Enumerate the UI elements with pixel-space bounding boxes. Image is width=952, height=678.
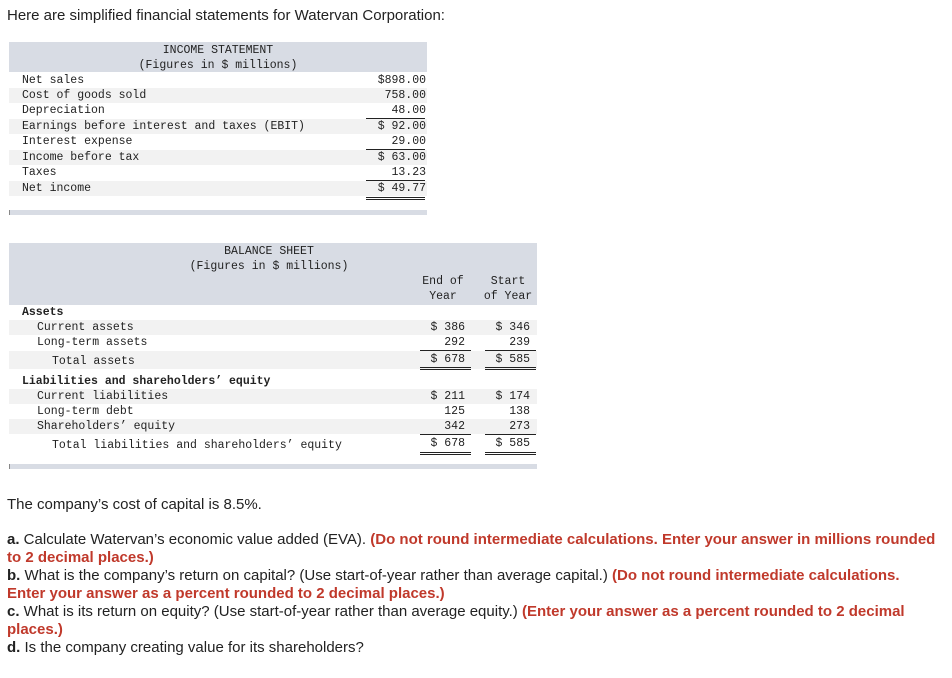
- balance-sheet-table: [9, 243, 537, 473]
- double-underline-bottom: [485, 454, 536, 455]
- income-statement-table: [9, 42, 427, 218]
- double-underline-bottom: [366, 199, 425, 200]
- income-row-net-sales: Net sales $898.00: [22, 74, 426, 87]
- balance-sheet-subtitle: (Figures in $ millions): [189, 260, 349, 273]
- double-underline-bottom: [420, 454, 471, 455]
- question-c: c. What is its return on equity? (Use start-of-year rather than average equity.) (Enter your answer as a percent rounded to 2 decimal places.): [7, 603, 905, 638]
- col-header-end-of-year-line2: Year: [429, 290, 457, 303]
- double-underline-bottom: [420, 369, 471, 370]
- row-long-term-debt: Long-term debt 125 138: [37, 405, 530, 418]
- question-b: b. What is the company’s return on capital? (Use start-of-year rather than average capital.) (Do not round intermediate calculations. Enter your answer as a percent rounded to 2 decimal places.): [7, 567, 900, 602]
- row-shareholders-equity: Shareholders’ equity 342 273: [9, 419, 537, 434]
- row-total-assets: Total assets $ 678 $ 585: [9, 351, 537, 369]
- income-statement-subtitle: (Figures in $ millions): [138, 59, 298, 72]
- income-statement-title: INCOME STATEMENT: [162, 44, 274, 57]
- cost-of-capital-text: The company’s cost of capital is 8.5%.: [7, 496, 262, 513]
- double-underline-top: [485, 367, 536, 368]
- income-row-income-before-tax: Income before tax $ 63.00: [9, 150, 427, 165]
- row-current-assets: Current assets $ 386 $ 346: [9, 320, 537, 335]
- income-row-depreciation: Depreciation 48.00: [22, 104, 426, 117]
- col-header-end-of-year-line1: End of: [422, 275, 464, 288]
- liabilities-header-row: Liabilities and shareholders’ equity: [22, 375, 271, 388]
- income-row-interest: Interest expense 29.00: [22, 135, 426, 148]
- double-underline-top: [366, 197, 425, 198]
- intro-text: Here are simplified financial statements for Watervan Corporation:: [7, 7, 445, 24]
- double-underline-bottom: [485, 369, 536, 370]
- income-row-taxes: Taxes 13.23: [22, 166, 426, 179]
- row-total-liabilities-equity: Total liabilities and shareholders’ equity $ 678 $ 585: [52, 437, 530, 452]
- income-row-net-income: Net income $ 49.77: [9, 181, 427, 196]
- question-a: a. Calculate Watervan’s economic value added (EVA). (Do not round intermediate calculations. Enter your answer in millions rounded to 2 decimal places.): [7, 531, 936, 566]
- balance-sheet-title: BALANCE SHEET: [224, 245, 314, 258]
- question-d: d. Is the company creating value for its shareholders?: [7, 639, 364, 656]
- income-row-cogs: Cost of goods sold 758.00: [9, 88, 427, 103]
- row-long-term-assets: Long-term assets 292 239: [37, 336, 530, 349]
- income-row-ebit: Earnings before interest and taxes (EBIT) $ 92.00: [9, 119, 427, 134]
- col-header-start-of-year-line1: Start: [490, 275, 526, 288]
- row-current-liabilities: Current liabilities $ 211 $ 174: [9, 389, 537, 404]
- double-underline-top: [420, 367, 471, 368]
- table-end-bar: [9, 464, 537, 469]
- col-header-start-of-year-line2: of Year: [483, 290, 533, 303]
- assets-header-row: Assets: [22, 306, 64, 319]
- double-underline-top: [420, 452, 471, 453]
- table-end-bar: [9, 210, 427, 215]
- double-underline-top: [485, 452, 536, 453]
